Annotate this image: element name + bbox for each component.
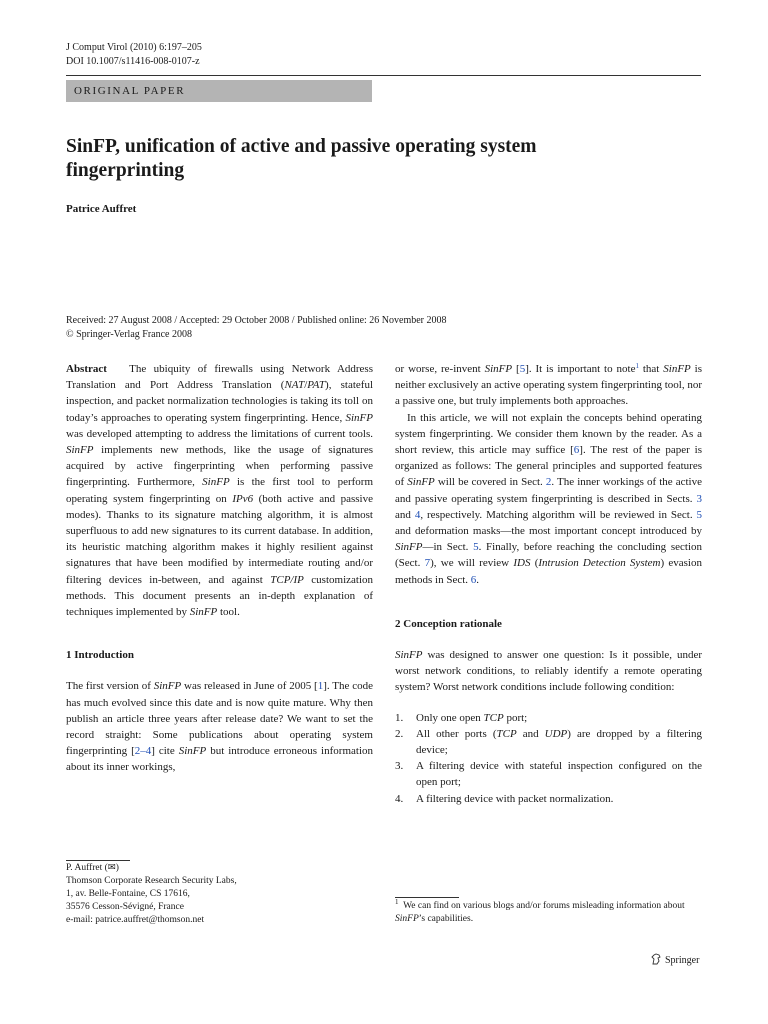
- affiliation-address: 35576 Cesson-Sévigné, France: [66, 902, 184, 912]
- affiliation-name: P. Auffret (✉): [66, 863, 119, 873]
- section-link[interactable]: 2: [545, 476, 552, 489]
- footnote: $^1$ We can find on various blogs and/or forums misleading information about SinFP’s capabilities.: [395, 898, 685, 924]
- journal-citation: J Comput Virol (2010) 6:197–205: [66, 42, 202, 53]
- list-item: 4. A filtering device with packet normalization.: [395, 792, 614, 805]
- citation-link[interactable]: 5: [519, 363, 526, 375]
- section-heading-introduction: 1 Introduction: [66, 649, 134, 662]
- list-item: 1. Only one open TCP port;: [395, 711, 528, 724]
- paper-title: [66, 135, 706, 183]
- section-link[interactable]: 6: [470, 573, 477, 586]
- header-rule: [66, 75, 701, 76]
- author: Patrice Auffret: [66, 203, 137, 215]
- affiliation-address: 1, av. Belle-Fontaine, CS 17616,: [66, 889, 190, 899]
- section-link[interactable]: 5: [473, 541, 479, 554]
- section-link[interactable]: 3: [696, 492, 702, 505]
- footnote-rule: [395, 897, 459, 898]
- affiliation-rule: [66, 860, 130, 861]
- affiliation-email[interactable]: e-mail: patrice.auffret@thomson.net: [66, 915, 205, 925]
- publication-history: [66, 314, 447, 342]
- citation-link[interactable]: 1: [317, 680, 324, 693]
- copyright: © Springer-Verlag France 2008: [66, 329, 192, 340]
- left-column: [66, 361, 373, 776]
- section-heading-conception: 2 Conception rationale: [395, 617, 502, 630]
- dates: Received: 27 August 2008 / Accepted: 29 October 2008 / Published online: 26 November 2008: [66, 315, 447, 326]
- intro-paragraph: The first version of SinFP was released in June of 2005 [1]. The code has much evolved since this date and is now quite mature. Why then publish an article three years after release date? We want to set the record straight: Some publications about operating system fingerprinting [2–4] cite SinFP but introduce erroneous information about its inner workings,: [66, 680, 373, 774]
- conditions-list: [395, 710, 702, 807]
- springer-horse-icon: [650, 953, 662, 965]
- section-label: ORIGINAL PAPER: [66, 80, 372, 102]
- section-link[interactable]: 4: [414, 508, 421, 521]
- footnote-ref[interactable]: 1: [635, 362, 639, 370]
- list-item: 2. All other ports (TCP and UDP) are dropped by a filtering device;: [395, 727, 702, 757]
- right-column: [395, 361, 702, 807]
- section-link[interactable]: 7: [424, 557, 431, 570]
- list-item: 3. A filtering device with stateful inspection configured on the open port;: [395, 760, 702, 789]
- section-link[interactable]: 5: [696, 508, 702, 521]
- abstract: Abstract The ubiquity of firewalls using Network Address Translation and Port Address Translation (NAT/PAT), stateful inspection, and packet normalization technologies is taking its toll on today’s approaches to operating system fingerprinting. Hence, SinFP was developed attempting to address the limitations of current tools. SinFP implements new methods, like the usage of signatures acquired by active fingerprinting when performing passive fingerprinting. Furthermore, SinFP is the first tool to perform operating system fingerprinting on IPv6 (both active and passive modes). Thanks to its signature matching algorithm, it is almost superfluous to add new signatures to its current database. In addition, its heuristic matching algorithm makes it highly resilient against signatures that have been modified by intermediate routing and/or filtering devices in-between, and against TCP/IP customization methods. This document presents an in-depth explanation of techniques implemented by SinFP tool.: [66, 363, 374, 619]
- intro-paragraph-cont: or worse, re-invent SinFP [5]. It is important to note$^1$ that SinFP is neither exclusively an active operating system fingerprinting tool, nor a passive one, but truly implements both approaches.: [395, 362, 703, 408]
- title-line-1: SinFP, unification of active and passive operating system: [66, 136, 537, 157]
- journal-header: [66, 41, 202, 69]
- doi: DOI 10.1007/s11416-008-0107-z: [66, 56, 200, 67]
- footnote-mark: 1: [395, 898, 399, 906]
- title-line-2: fingerprinting: [66, 160, 185, 181]
- citation-link[interactable]: 6: [573, 444, 580, 457]
- affiliation-org: Thomson Corporate Research Security Labs,: [66, 876, 237, 886]
- publisher-name: Springer: [665, 955, 700, 966]
- citation-link[interactable]: 2–4: [134, 745, 152, 758]
- abstract-label: Abstract: [66, 363, 107, 375]
- affiliation: [66, 862, 237, 927]
- organization-paragraph: In this article, we will not explain the concepts behind operating system fingerprinting. We consider them known by the reader. As a short review, this article may suffice [6]. The rest of the paper is organized as follows: The general principles and supported features of SinFP will be covered in Sect. 2. The inner workings of the active and passive operating system fingerprinting is described in Sects. 3 and 4, respectively. Matching algorithm will be reviewed in Sect. 5 and deformation masks—the most important concept introduced by SinFP—in Sect. 5. Finally, before reaching the concluding section (Sect. 7), we will review IDS (Intrusion Detection System) evasion methods in Sect. 6.: [395, 411, 702, 586]
- publisher-mark: [650, 953, 699, 968]
- conception-paragraph: SinFP was designed to answer one question: Is it possible, under worst network conditions, to reliably identify a remote operating system? Worst network conditions include following condition:: [395, 649, 702, 694]
